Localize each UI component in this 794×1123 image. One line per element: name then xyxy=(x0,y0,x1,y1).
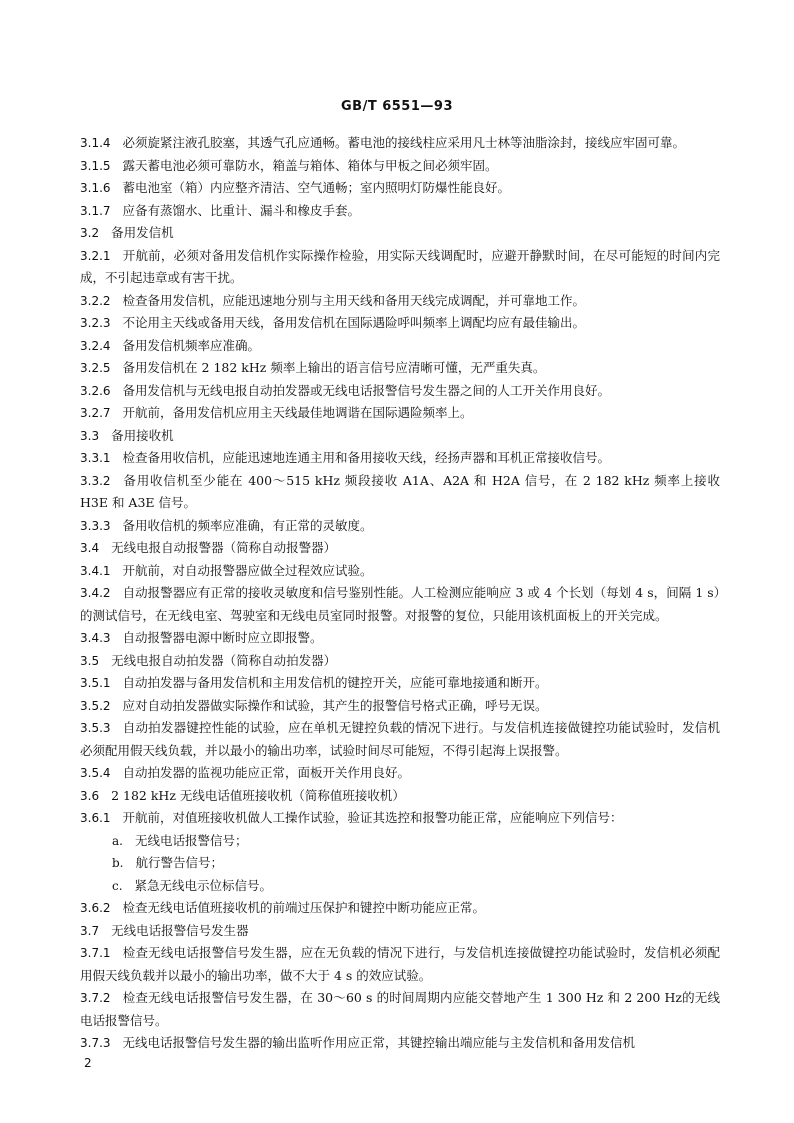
clause-paragraph xyxy=(80,987,720,1032)
page-number: 2 xyxy=(84,1056,92,1070)
clause-text: 开航前，备用发信机应用主天线最佳地调谐在国际遇险频率上。 xyxy=(122,405,473,420)
clause-text: 开航前，必须对备用发信机作实际操作检验，用实际天线调配时，应避开静默时间，在尽可能短的时间内完成，不引起违章或有害干扰。 xyxy=(80,247,720,285)
clause-number: 3.3.2 xyxy=(80,473,111,488)
clause-number: 3.5.2 xyxy=(80,698,111,713)
clause-number: 3.5.4 xyxy=(80,766,111,780)
clause-text: 自动报警器电源中断时应立即报警。 xyxy=(122,630,323,645)
clause-text: 开航前，对值班接收机做人工操作试验，验证其选控和报警功能正常，应能响应下列信号： xyxy=(122,810,623,825)
clause-number: 3.1.6 xyxy=(80,181,111,195)
clause-number: 3.7 xyxy=(80,923,100,938)
clause-number: 3.5.3 xyxy=(80,721,111,735)
clause-text: 2 182 kHz 无线电话值班接收机（简称值班接收机） xyxy=(111,787,405,803)
clause-number: 3.5 xyxy=(80,653,100,668)
clause-text: 无线电报自动报警器（简称自动报警器） xyxy=(111,540,337,555)
clause-paragraph xyxy=(80,807,720,830)
clause-text: 自动拍发器与备用发信机和主用发信机的键控开关，应能可靠地接通和断开。 xyxy=(122,675,548,690)
clause-paragraph xyxy=(80,582,720,627)
clause-number: b. xyxy=(112,856,124,870)
clause-paragraph xyxy=(80,447,720,470)
document-header: GB/T 6551—93 xyxy=(341,99,453,114)
clause-paragraph xyxy=(80,897,720,920)
clause-paragraph xyxy=(80,785,720,808)
clause-paragraph xyxy=(80,560,720,583)
clause-number: 3.2.5 xyxy=(80,361,111,375)
clause-number: 3.2.6 xyxy=(80,383,111,398)
clause-number: 3.2.4 xyxy=(80,338,111,353)
clause-text: 备用收信机的频率应准确，有正常的灵敏度。 xyxy=(122,517,373,533)
clause-text: 应备有蒸馏水、比重计、漏斗和橡皮手套。 xyxy=(122,202,361,218)
clause-paragraph xyxy=(80,470,720,515)
clause-number: 3.2.3 xyxy=(80,316,111,330)
clause-number: 3.6.1 xyxy=(80,811,111,825)
clause-text: 无线电话报警信号发生器的输出监听作用应正常，其键控输出端应能与主发信机和备用发信机 xyxy=(122,1035,636,1050)
clause-number: 3.4.3 xyxy=(80,631,111,645)
clause-text: 航行警告信号； xyxy=(135,855,224,870)
clause-paragraph xyxy=(80,402,720,425)
clause-paragraph xyxy=(80,672,720,695)
document-body xyxy=(80,132,720,1055)
clause-paragraph xyxy=(80,200,720,223)
clause-text: 自动拍发器键控性能的试验，应在单机无键控负载的情况下进行。与发信机连接做键控功能试验时，发信机必须配用假天线负载，并以最小的输出功率，试验时间尽可能短，不得引起海上误报警。 xyxy=(80,720,720,758)
clause-number: 3.4.2 xyxy=(80,586,111,600)
clause-paragraph xyxy=(80,335,720,358)
clause-paragraph xyxy=(80,380,720,403)
clause-text: 备用发信机在 2 182 kHz 频率上输出的语言信号应清晰可懂，无严重失真。 xyxy=(122,360,546,375)
list-item xyxy=(80,875,720,898)
clause-paragraph xyxy=(80,222,720,245)
clause-number: 3.3 xyxy=(80,428,100,443)
clause-paragraph xyxy=(80,245,720,290)
clause-text: 无线电报自动拍发器（简称自动拍发器） xyxy=(111,652,337,668)
clause-text: 备用发信机频率应准确。 xyxy=(122,337,261,353)
clause-paragraph xyxy=(80,537,720,560)
clause-text: 备用发信机与无线电报自动拍发器或无线电话报警信号发生器之间的人工开关作用良好。 xyxy=(122,382,611,398)
clause-text: 检查备用发信机，应能迅速地分别与主用天线和备用天线完成调配，并可靠地工作。 xyxy=(122,292,586,308)
clause-number: 3.7.1 xyxy=(80,946,111,960)
clause-text: 必须旋紧注液孔胶塞，其透气孔应通畅。蓄电池的接线柱应采用凡士林等油脂涂封，接线应牢固可靠。 xyxy=(122,135,686,150)
clause-paragraph xyxy=(80,920,720,943)
clause-paragraph xyxy=(80,695,720,718)
clause-number: 3.5.1 xyxy=(80,676,111,690)
clause-paragraph xyxy=(80,1032,720,1055)
clause-paragraph xyxy=(80,290,720,313)
clause-text: 应对自动拍发器做实际操作和试验，其产生的报警信号格式正确，呼号无误。 xyxy=(122,697,548,713)
clause-paragraph xyxy=(80,717,720,762)
clause-text: 无线电话报警信号； xyxy=(134,832,248,848)
clause-text: 紧急无线电示位标信号。 xyxy=(134,877,273,893)
list-item xyxy=(80,852,720,875)
clause-paragraph xyxy=(80,515,720,538)
clause-paragraph xyxy=(80,762,720,785)
clause-number: 3.6.2 xyxy=(80,901,111,915)
clause-number: 3.7.3 xyxy=(80,1036,111,1050)
clause-number: 3.4.1 xyxy=(80,563,111,578)
clause-number: 3.2.1 xyxy=(80,248,111,263)
clause-text: 备用收信机至少能在 400～515 kHz 频段接收 A1A、A2A 和 H2A 信号，在 2 182 kHz 频率上接收 H3E 和 A3E 信号。 xyxy=(80,472,720,510)
clause-paragraph xyxy=(80,177,720,200)
clause-paragraph xyxy=(80,650,720,673)
clause-text: 检查备用收信机，应能迅速地连通主用和备用接收天线，经扬声器和耳机正常接收信号。 xyxy=(122,450,611,465)
clause-text: 备用接收机 xyxy=(111,427,174,443)
clause-text: 露天蓄电池必须可靠防水，箱盖与箱体、箱体与甲板之间必须牢固。 xyxy=(122,157,498,173)
clause-text: 自动拍发器的监视功能应正常，面板开关作用良好。 xyxy=(122,765,411,780)
clause-paragraph xyxy=(80,627,720,650)
clause-text: 蓄电池室（箱）内应整齐清洁、空气通畅；室内照明灯防爆性能良好。 xyxy=(122,180,511,195)
clause-number: 3.7.2 xyxy=(80,991,111,1005)
clause-number: 3.1.4 xyxy=(80,136,111,150)
clause-text: 检查无线电话报警信号发生器，应在无负载的情况下进行，与发信机连接做键控功能试验时，发信机必须配用假天线负载并以最小的输出功率，做不大于 4 s 的效应试验。 xyxy=(80,945,720,983)
clause-number: 3.3.1 xyxy=(80,451,111,465)
clause-paragraph xyxy=(80,357,720,380)
clause-number: c. xyxy=(112,878,123,893)
clause-paragraph xyxy=(80,942,720,987)
clause-number: 3.3.3 xyxy=(80,518,111,533)
clause-paragraph xyxy=(80,312,720,335)
clause-text: 检查无线电话值班接收机的前端过压保护和键控中断功能应正常。 xyxy=(122,900,486,915)
clause-text: 备用发信机 xyxy=(111,225,174,240)
clause-paragraph xyxy=(80,155,720,178)
clause-text: 自动报警器应有正常的接收灵敏度和信号鉴别性能。人工检测应能响应 3 或 4 个长划（每划 4 s，间隔 1 s）的测试信号，在无线电室、驾驶室和无线电员室同时报警。对报警的复位，只能用该机面板上的开关完成。 xyxy=(80,585,720,623)
clause-text: 开航前，对自动报警器应做全过程效应试验。 xyxy=(122,562,373,578)
clause-paragraph xyxy=(80,425,720,448)
clause-text: 无线电话报警信号发生器 xyxy=(111,922,249,938)
list-item xyxy=(80,830,720,853)
clause-number: 3.4 xyxy=(80,541,100,555)
clause-number: 3.6 xyxy=(80,788,100,803)
clause-number: 3.1.5 xyxy=(80,158,111,173)
clause-text: 检查无线电话报警信号发生器，在 30～60 s 的时间周期内应能交替地产生 1 300 Hz 和 2 200 Hz的无线电话报警信号。 xyxy=(80,990,720,1028)
clause-number: 3.2.7 xyxy=(80,406,111,420)
clause-number: a. xyxy=(112,833,123,848)
clause-paragraph xyxy=(80,132,720,155)
clause-number: 3.1.7 xyxy=(80,203,111,218)
clause-number: 3.2.2 xyxy=(80,293,111,308)
clause-number: 3.2 xyxy=(80,226,100,240)
clause-text: 不论用主天线或备用天线，备用发信机在国际遇险呼叫频率上调配均应有最佳输出。 xyxy=(122,315,586,330)
